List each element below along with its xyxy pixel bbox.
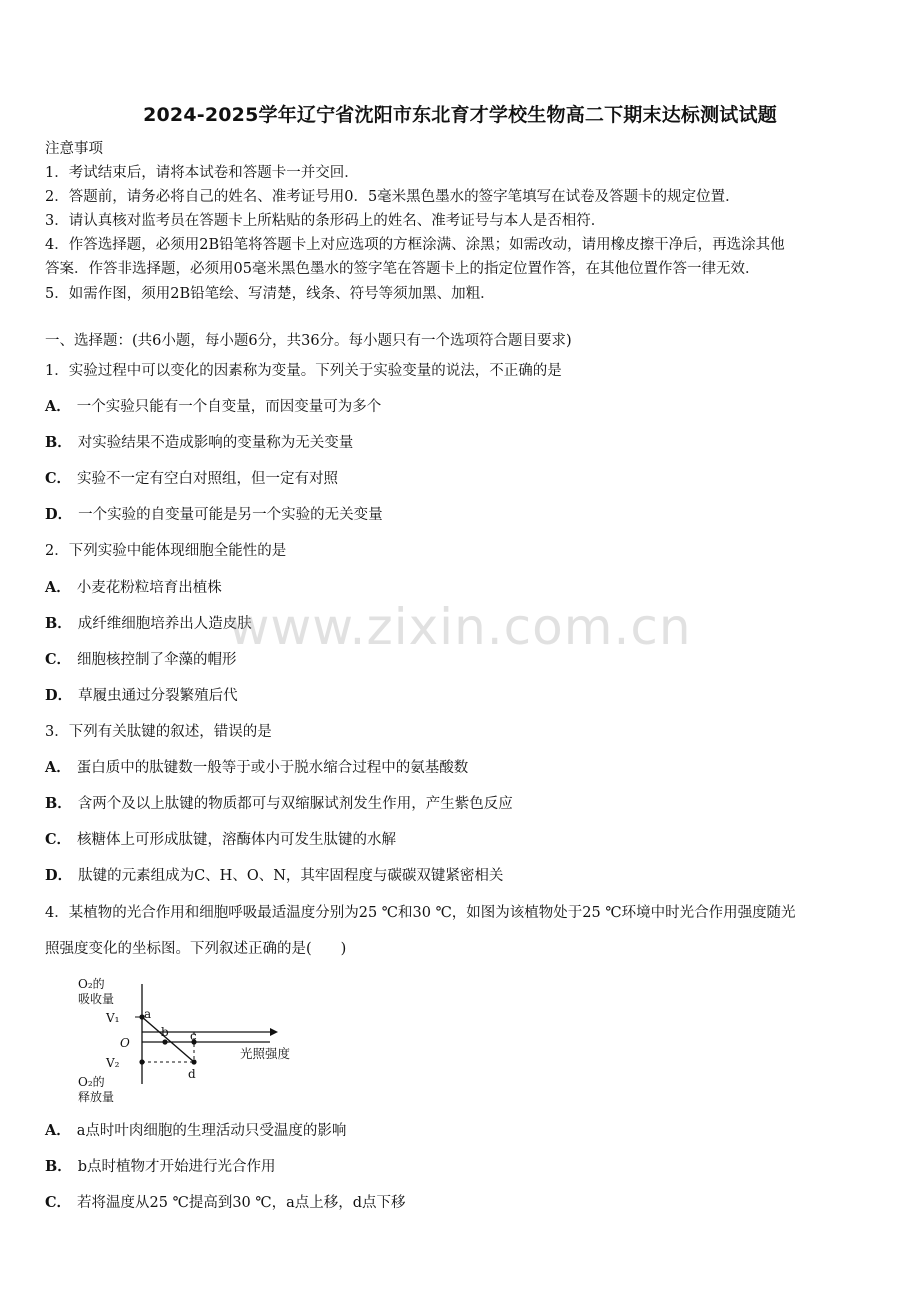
watermark: www.zixin.com.cn — [228, 598, 692, 656]
y-label-top: 吸收量 — [78, 992, 115, 1006]
x-axis-label: 光照强度 — [240, 1046, 291, 1061]
question-stem: 3．下列有关肽键的叙述，错误的是 — [45, 724, 272, 740]
option-c: C． 若将温度从25 ℃提高到30 ℃，a点上移，d点下移 — [45, 1194, 406, 1211]
notice-item: 答案．作答非选择题，必须用05毫米黑色墨水的签字笔在答题卡上的指定位置作答，在其他位置作答一律无效． — [45, 261, 760, 277]
option-d: D． 草履虫通过分裂繁殖后代 — [45, 687, 238, 704]
option-c: C． 细胞核控制了伞藻的帽形 — [45, 651, 237, 668]
point-a-label: a — [144, 1007, 152, 1021]
option-a: A． 蛋白质中的肽键数一般等于或小于脱水缩合过程中的氨基酸数 — [45, 759, 469, 776]
point-b — [162, 1039, 167, 1044]
notice-item: 5．如需作图，须用2B铅笔绘、写清楚，线条、符号等须加黑、加粗． — [45, 286, 495, 302]
option-a: A． a点时叶肉细胞的生理活动只受温度的影响 — [45, 1122, 347, 1139]
option-b: B． 对实验结果不造成影响的变量称为无关变量 — [45, 434, 354, 451]
y-label-bottom: O₂的 — [78, 1075, 105, 1089]
point-b-label: b — [161, 1025, 169, 1039]
option-b: B． b点时植物才开始进行光合作用 — [45, 1158, 276, 1175]
notice-heading: 注意事项 — [45, 141, 103, 157]
option-c: C． 实验不一定有空白对照组，但一定有对照 — [45, 470, 339, 487]
notice-item: 1．考试结束后，请将本试卷和答题卡一并交回． — [45, 165, 359, 181]
option-d: D． 一个实验的自变量可能是另一个实验的无关变量 — [45, 506, 383, 523]
point-d — [191, 1059, 196, 1064]
notice-item: 3．请认真核对监考员在答题卡上所粘贴的条形码上的姓名、准考证号与本人是否相符． — [45, 213, 606, 229]
question-stem-continued: 照强度变化的坐标图。下列叙述正确的是( ) — [45, 941, 347, 957]
option-a: A． 一个实验只能有一个自变量，而因变量可为多个 — [45, 398, 382, 415]
option-d: D． 肽键的元素组成为C、H、O、N，其牢固程度与碳碳双键紧密相关 — [45, 867, 504, 884]
x-axis-arrow — [270, 1028, 278, 1036]
v1-label: V₁ — [106, 1011, 120, 1025]
option-b: B． 含两个及以上肽键的物质都可与双缩脲试剂发生作用，产生紫色反应 — [45, 795, 513, 812]
notice-item: 4．作答选择题，必须用2B铅笔将答题卡上对应选项的方框涂满、涂黑；如需改动，请用橡皮擦干净后，再选涂其他 — [45, 237, 785, 253]
y-label-bottom: 释放量 — [78, 1090, 115, 1104]
option-a: A． 小麦花粉粒培育出植株 — [45, 579, 222, 596]
v2-label: V₂ — [106, 1056, 120, 1070]
option-c: C． 核糖体上可形成肽键，溶酶体内可发生肽键的水解 — [45, 831, 397, 848]
question-stem: 2．下列实验中能体现细胞全能性的是 — [45, 543, 287, 559]
point-c-label: c — [190, 1029, 197, 1043]
section-header: 一、选择题：(共6小题，每小题6分，共36分。每小题只有一个选项符合题目要求) — [45, 333, 572, 349]
light-intensity-graph — [72, 972, 322, 1112]
y-label-top: O₂的 — [78, 977, 105, 991]
option-b: B． 成纤维细胞培养出人造皮肤 — [45, 615, 252, 632]
point-d-label: d — [188, 1067, 196, 1081]
curve-segment-a-d — [142, 1017, 194, 1062]
point-v2 — [139, 1059, 144, 1064]
notice-item: 2．答题前，请务必将自己的姓名、准考证号用0．5毫米黑色墨水的签字笔填写在试卷及答题卡的规定位置． — [45, 189, 740, 205]
origin-label: O — [120, 1036, 130, 1050]
question-stem: 4．某植物的光合作用和细胞呼吸最适温度分别为25 ℃和30 ℃，如图为该植物处于25 ℃环境中时光合作用强度随光 — [45, 905, 796, 921]
question-stem: 1．实验过程中可以变化的因素称为变量。下列关于实验变量的说法，不正确的是 — [45, 363, 562, 379]
page-title: 2024-2025学年辽宁省沈阳市东北育才学校生物高二下期末达标测试试题 — [143, 104, 777, 126]
